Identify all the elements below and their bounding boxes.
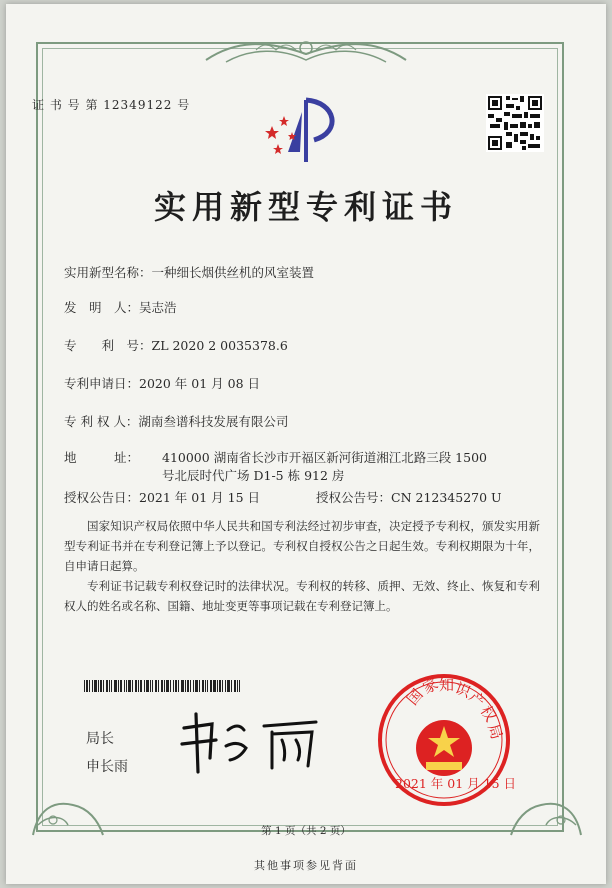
svg-text:局: 局 <box>484 721 506 742</box>
handwritten-signature <box>176 710 326 776</box>
patent-number-value: ZL 2020 2 0035378.6 <box>151 338 288 353</box>
grant-date-label: 授权公告日： <box>64 490 140 505</box>
grant-number-row <box>316 488 502 506</box>
patent-number-label: 专 利 号： <box>64 338 152 353</box>
page-indicator: 第 1 页（共 2 页） <box>261 825 351 837</box>
utility-model-name-label: 实用新型名称： <box>64 265 152 280</box>
certificate-number <box>32 96 190 113</box>
svg-text:产: 产 <box>465 687 489 712</box>
patentee-label: 专 利 权 人： <box>64 414 139 429</box>
cert-number-suffix: 号 <box>177 98 191 112</box>
cert-number-label: 证 书 号 第 <box>32 98 99 112</box>
svg-text:知: 知 <box>439 676 455 694</box>
seal-date: 2021 年 01 月 15 日 <box>395 776 516 791</box>
legal-status-paragraph: 专利证书记载专利权登记时的法律状况。专利权的转移、质押、无效、终止、恢复和专利权人的姓名或名称、国籍、地址变更等事项记载在专利登记簿上。 <box>64 579 540 613</box>
grant-date-row <box>64 488 260 506</box>
address-line-2: 号北辰时代广场 D1-5 栋 912 房 <box>162 468 345 483</box>
svg-text:权: 权 <box>476 702 500 725</box>
qr-code-icon <box>486 94 544 152</box>
barcode-icon <box>84 680 240 692</box>
grant-number-label: 授权公告号： <box>316 490 392 505</box>
patentee-row <box>64 412 288 430</box>
inventor-row <box>64 298 177 316</box>
utility-model-name-row <box>64 263 314 281</box>
svg-text:识: 识 <box>452 679 474 702</box>
back-note: 其他事项参见背面 <box>254 859 358 872</box>
filing-date-label: 专利申请日： <box>64 376 140 391</box>
director-title: 局长 <box>86 731 114 747</box>
cert-number-value: 12349122 <box>103 98 173 112</box>
address-line-1: 410000 湖南省长沙市开福区新河街道湘江北路三段 1500 <box>162 450 487 465</box>
grant-date-value: 2021 年 01 月 15 日 <box>139 490 261 505</box>
patentee-value: 湖南叁谱科技发展有限公司 <box>138 414 289 429</box>
director-name: 申长雨 <box>86 759 128 775</box>
grant-number-value: CN 212345270 U <box>391 490 502 505</box>
address-label: 地 址： <box>64 450 140 465</box>
filing-date-row <box>64 374 260 392</box>
filing-date-value: 2020 年 01 月 08 日 <box>139 376 261 391</box>
inventor-label: 发 明 人： <box>64 300 140 315</box>
patent-number-row <box>64 336 288 354</box>
svg-text:国: 国 <box>403 685 427 709</box>
grant-statement-paragraph: 国家知识产权局依照中华人民共和国专利法经过初步审查，决定授予专利权，颁发实用新型专利证书并在专利登记簿上予以登记。专利权自授权公告之日起生效。专利权期限为十年，自申请日起算。 <box>64 519 540 573</box>
cnipa-logo-icon <box>258 92 354 164</box>
utility-model-name-value: 一种细长烟供丝机的风室装置 <box>151 265 315 280</box>
top-ornament <box>196 30 416 70</box>
inventor-value: 吴志浩 <box>139 300 177 315</box>
svg-text:家: 家 <box>419 674 442 698</box>
certificate-title: 实用新型专利证书 <box>153 188 458 226</box>
